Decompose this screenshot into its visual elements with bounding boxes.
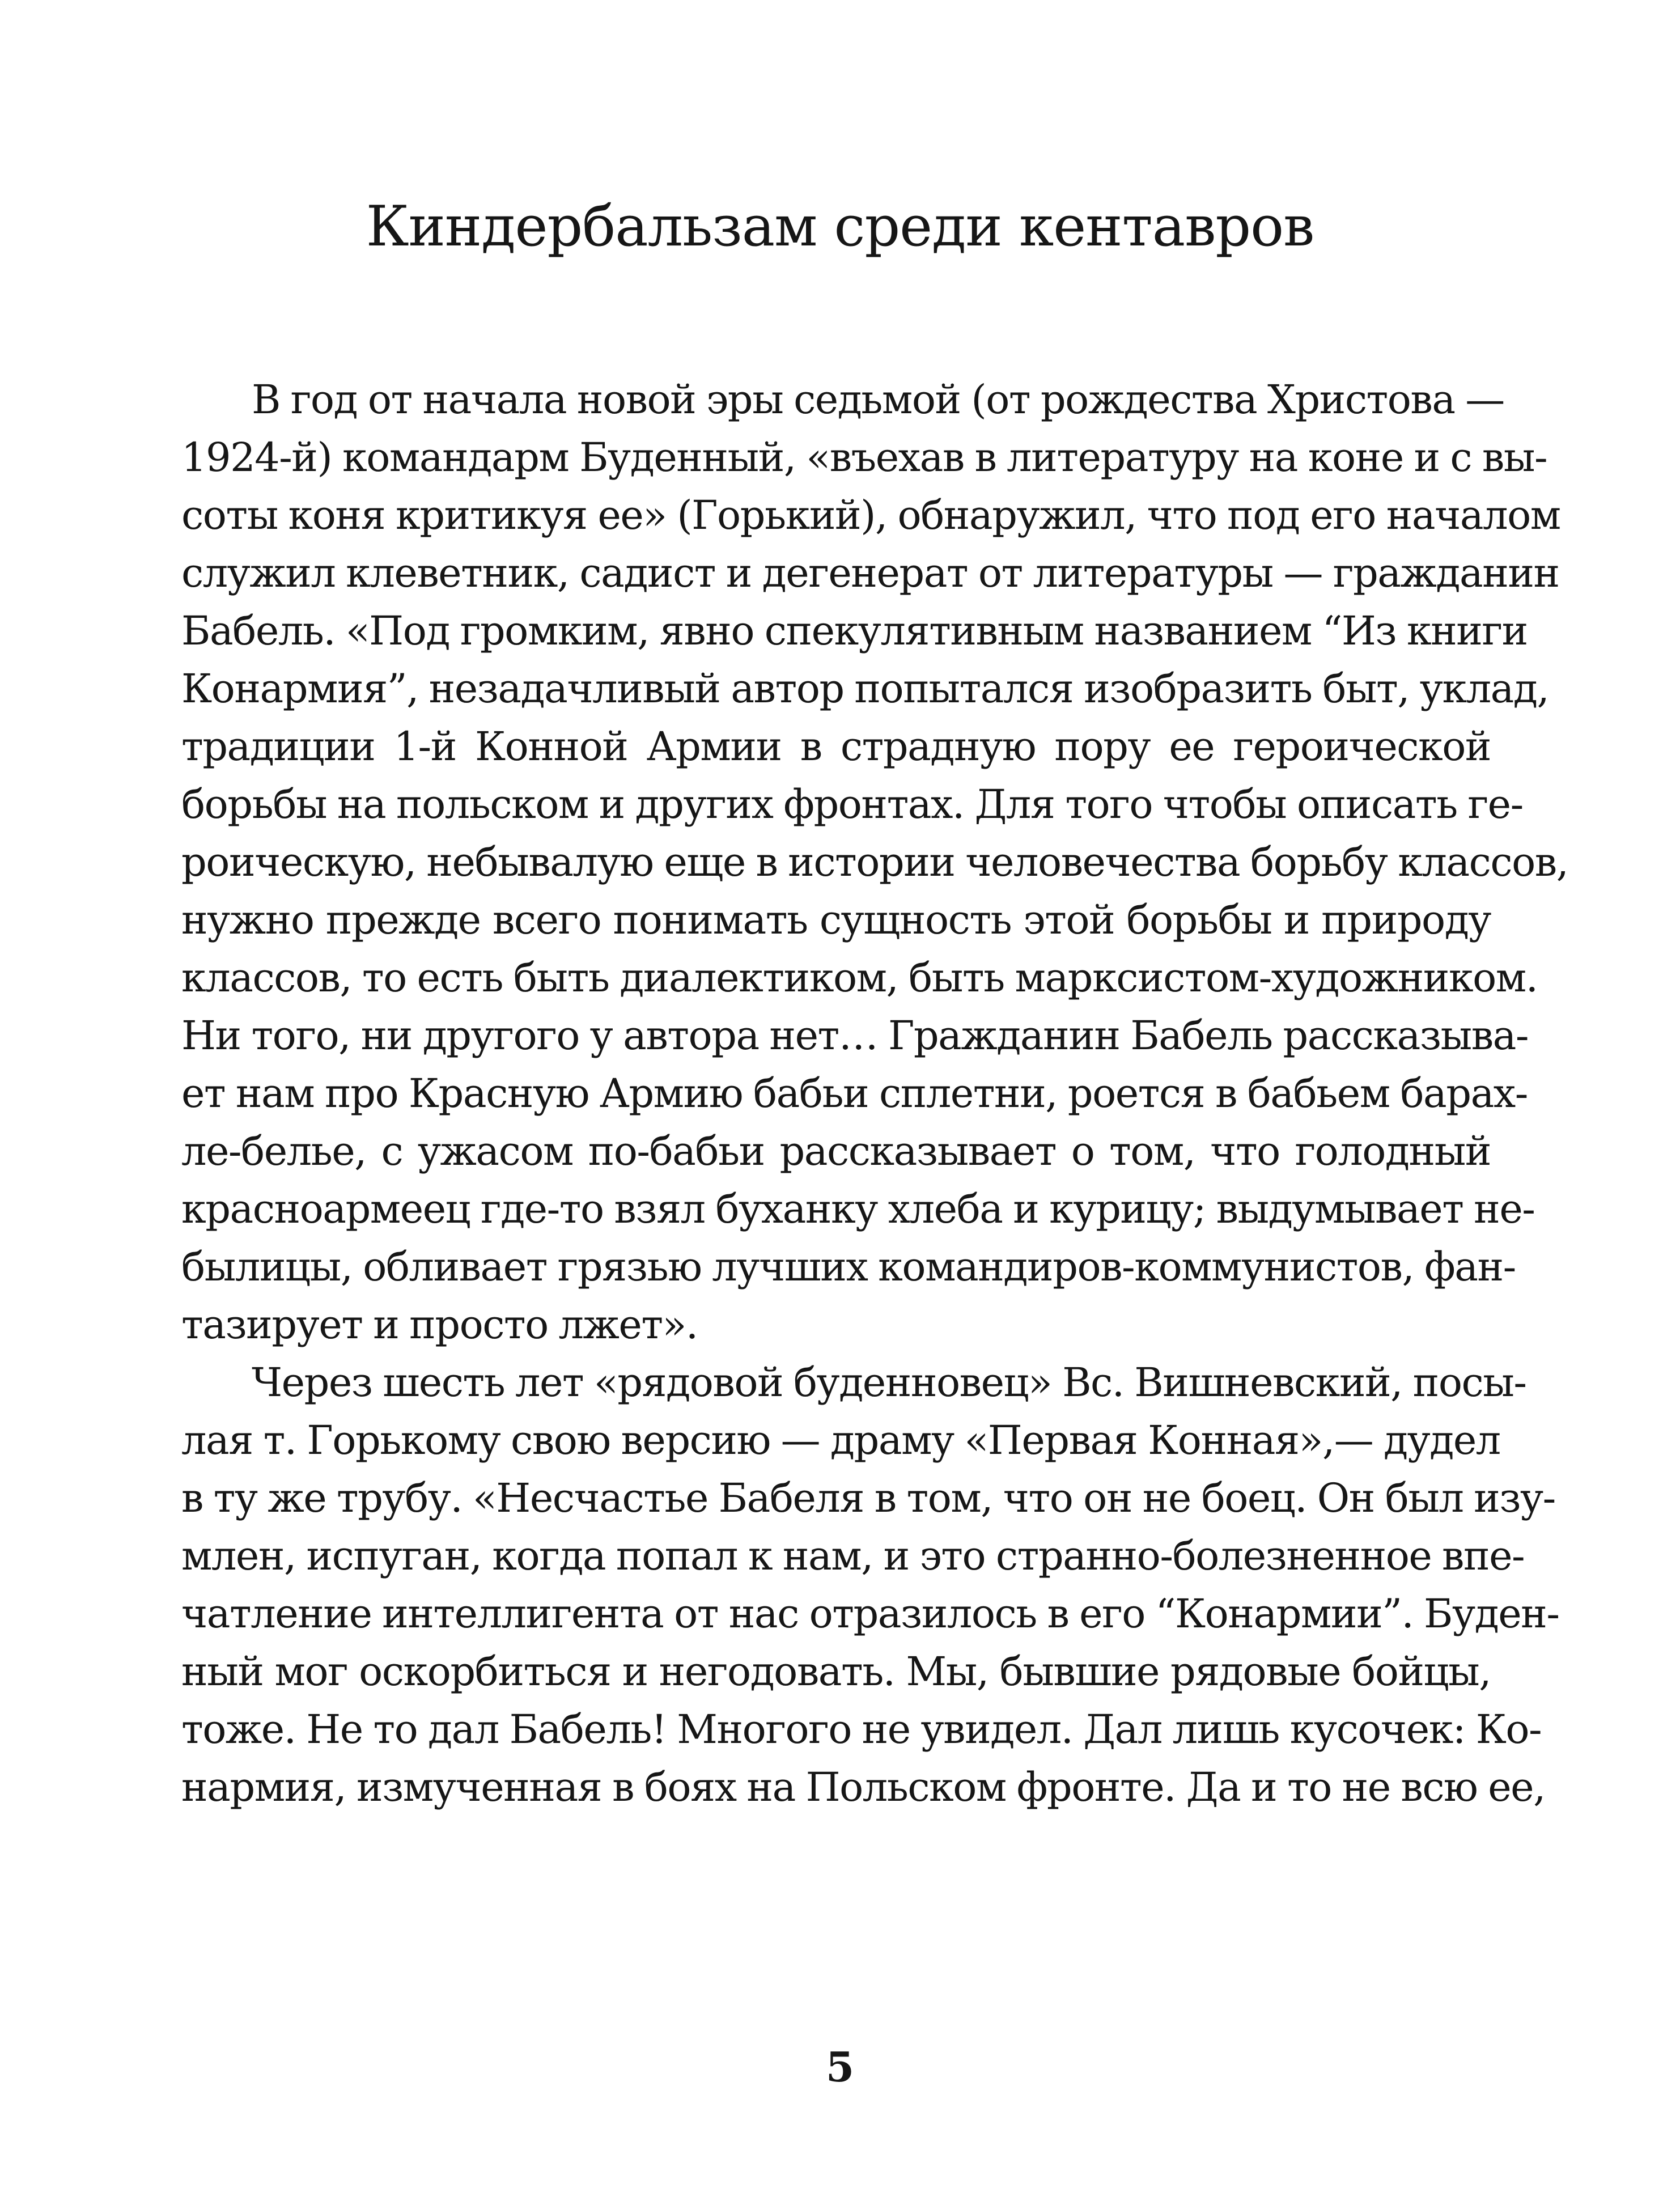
text-line: ет нам про Красную Армию бабьи сплетни, роется в бабьем барах- [181,1070,1528,1117]
text-line: ле-белье, с ужасом по-бабьи рассказывает о том, что голодный [181,1128,1491,1174]
text-line: былицы, обливает грязью лучших командиров-коммунистов, фан- [181,1244,1516,1290]
text-line: Через шесть лет «рядовой буденновец» Вс. Вишневский, посы- [252,1359,1526,1406]
text-line: ный мог оскорбиться и негодовать. Мы, бывшие рядовые бойцы, [181,1648,1491,1695]
text-line: В год от начала новой эры седьмой (от рождества Христова — [252,376,1504,423]
text-line: в ту же трубу. «Несчастье Бабеля в том, что он не боец. Он был изу- [181,1475,1555,1521]
text-line: Бабель. «Под громким, явно спекулятивным названием “Из книги [181,608,1528,654]
text-line: тоже. Не то дал Бабель! Многого не увидел. Дал лишь кусочек: Ко- [181,1706,1542,1753]
text-line: 1924-й) командарм Буденный, «въехав в литературу на коне и с вы- [181,434,1547,481]
text-line: классов, то есть быть диалектиком, быть марксистом-художником. [181,955,1538,1001]
text-line: чатление интеллигента от нас отразилось в его “Конармии”. Буден- [181,1591,1559,1637]
chapter-title: Киндербальзам среди кентавров [366,194,1314,259]
text-line: нужно прежде всего понимать сущность этой борьбы и природу [181,897,1491,943]
text-line: нармия, измученная в боях на Польском фронте. Да и то не всю ее, [181,1764,1545,1810]
text-line: борьбы на польском и других фронтах. Для того чтобы описать ге- [181,781,1523,828]
text-line: красноармеец где-то взял буханку хлеба и курицу; выдумывает не- [181,1186,1535,1232]
text-line: млен, испуган, когда попал к нам, и это странно-болезненное впе- [181,1533,1525,1579]
text-line: тазирует и просто лжет». [181,1301,698,1348]
text-line: Ни того, ни другого у автора нет… Гражданин Бабель рассказыва- [181,1012,1529,1059]
text-line: традиции 1-й Конной Армии в страдную пору ее героической [181,723,1491,770]
page-number: 5 [825,2043,855,2091]
text-line: служил клеветник, садист и дегенерат от литературы — гражданин [181,550,1559,596]
text-line: соты коня критикуя ее» (Горький), обнаружил, что под его началом [181,492,1560,538]
text-line: Конармия”, незадачливый автор попытался изобразить быт, уклад, [181,665,1549,712]
text-line: лая т. Горькому свою версию — драму «Первая Конная»,— дудел [181,1417,1500,1464]
text-line: роическую, небывалую еще в истории человечества борьбу классов, [181,839,1568,885]
body-text [181,371,1568,1816]
